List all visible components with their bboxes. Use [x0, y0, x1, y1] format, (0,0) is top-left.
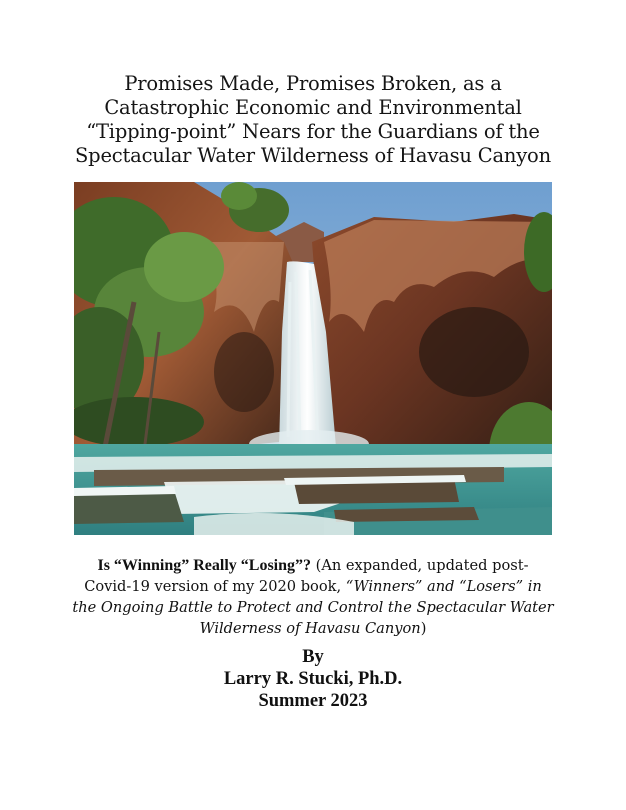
author-name: Larry R. Stucki, Ph.D.: [223, 669, 403, 689]
subtitle-paren-open: (An expanded, updated post-: [311, 557, 529, 574]
book-title-part-1: “Winners” and “Losers” in: [345, 578, 542, 595]
title-line-4: Spectacular Water Wilderness of Havasu Canyon: [75, 144, 551, 167]
byline-by: By: [302, 647, 324, 667]
book-title-part-3: Wilderness of Havasu Canyon: [199, 620, 421, 637]
subtitle-block: [30, 555, 596, 639]
title-line-1: Promises Made, Promises Broken, as a: [124, 72, 502, 95]
subtitle-line-2: [30, 576, 596, 597]
subtitle-line-4: [30, 618, 596, 639]
subtitle-line-1: [30, 555, 596, 576]
subtitle-question: Is “Winning” Really “Losing”?: [97, 557, 312, 574]
subtitle-line2-prefix: Covid-19 version of my 2020 book,: [84, 578, 346, 595]
waterfall-photo: [74, 182, 552, 535]
book-title-part-2: the Ongoing Battle to Protect and Control the Spectacular Water: [72, 599, 554, 616]
publication-date: Summer 2023: [258, 691, 368, 711]
subtitle-paren-close: ): [420, 620, 427, 637]
page-title: [40, 72, 586, 168]
byline: [100, 646, 526, 712]
subtitle-line-3: [30, 597, 596, 618]
title-line-3: “Tipping-point” Nears for the Guardians of the: [86, 120, 540, 143]
title-line-2: Catastrophic Economic and Environmental: [104, 96, 522, 119]
